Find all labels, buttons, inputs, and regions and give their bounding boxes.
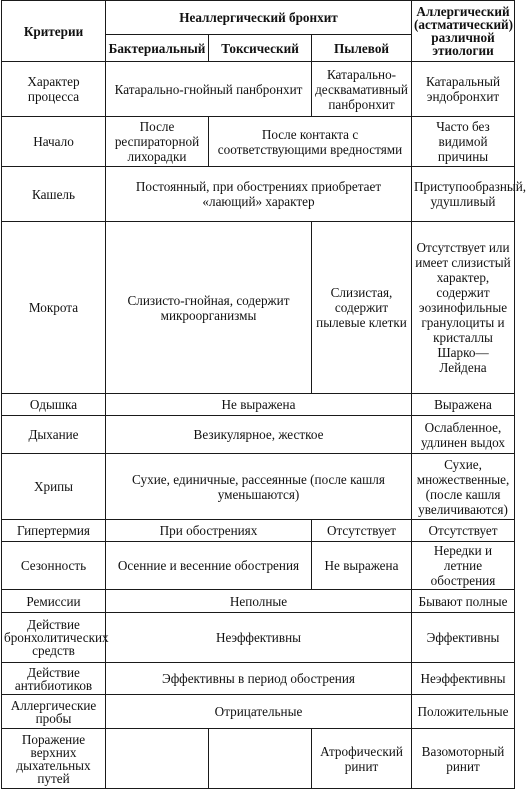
cell-allergic: Положительные [412, 695, 515, 729]
header-nonallergic: Неаллергический бронхит [106, 1, 412, 35]
row-label: Аллергические пробы [2, 695, 106, 729]
cell-bacterial-toxic: Слизисто-гнойная, содержит микроорганизмы [106, 222, 312, 394]
cell-allergic: Сухие, множественные, (после кашля увеличиваются) [412, 454, 515, 520]
cell-nonallergic: Сухие, единичные, рассеянные (после кашля уменьшаются) [106, 454, 412, 520]
row-label: Сезонность [2, 542, 106, 590]
cell-allergic: Неэффективны [412, 663, 515, 695]
table-row [2, 729, 515, 789]
cell-nonallergic: Неполные [106, 590, 412, 613]
table-row [2, 416, 515, 454]
cell-allergic: Часто без видимой причины [412, 117, 515, 167]
cell-nonallergic: Отрицательные [106, 695, 412, 729]
cell-bacterial-empty [106, 729, 209, 789]
table-row [2, 222, 515, 394]
cell-toxic-empty [209, 729, 312, 789]
cell-toxic-dust: После контакта с соответствующими вредностями [209, 117, 412, 167]
table-row [2, 167, 515, 222]
row-label: Мокрота [2, 222, 106, 394]
cell-allergic: Ослабленное, удлинен выдох [412, 416, 515, 454]
header-allergic: Аллергический (астматический) различной этиологии [412, 1, 515, 62]
table-row [2, 695, 515, 729]
table-row [2, 542, 515, 590]
cell-allergic: Выражена [412, 394, 515, 416]
table-row [2, 62, 515, 117]
row-label: Дыхание [2, 416, 106, 454]
table-row [2, 663, 515, 695]
row-label: Кашель [2, 167, 106, 222]
table-row [2, 590, 515, 613]
cell-nonallergic: Эффективны в период обострения [106, 663, 412, 695]
row-label: Хрипы [2, 454, 106, 520]
row-label: Начало [2, 117, 106, 167]
cell-allergic: Приступообразный, удушливый [412, 167, 515, 222]
cell-bacterial: После респираторной лихорадки [106, 117, 209, 167]
row-label: Действие бронхолитических средств [2, 613, 106, 663]
row-label: Действие антибиотиков [2, 663, 106, 695]
cell-allergic: Отсутствует [412, 520, 515, 542]
table-row [2, 454, 515, 520]
row-label: Поражение верхних дыхательных путей [2, 729, 106, 789]
row-label: Характер процесса [2, 62, 106, 117]
table-row [2, 394, 515, 416]
cell-allergic: Эффективны [412, 613, 515, 663]
cell-bacterial-toxic: При обострениях [106, 520, 312, 542]
table-row [2, 613, 515, 663]
cell-dust: Не выражена [312, 542, 412, 590]
cell-nonallergic: Не выражена [106, 394, 412, 416]
header-bacterial: Бактериальный [106, 35, 209, 62]
cell-allergic: Нередки и летние обострения [412, 542, 515, 590]
cell-dust: Отсутствует [312, 520, 412, 542]
row-label: Одышка [2, 394, 106, 416]
cell-bacterial-toxic: Осенние и весенние обострения [106, 542, 312, 590]
cell-nonallergic: Неэффективны [106, 613, 412, 663]
header-criteria: Критерии [2, 1, 106, 62]
cell-nonallergic: Постоянный, при обострениях приобретает «лающий» характер [106, 167, 412, 222]
cell-bacterial-toxic: Катарально-гнойный панбронхит [106, 62, 312, 117]
table-row [2, 520, 515, 542]
cell-dust: Слизистая, содержит пылевые клетки [312, 222, 412, 394]
row-label: Ремиссии [2, 590, 106, 613]
cell-allergic: Бывают полные [412, 590, 515, 613]
row-label: Гипертермия [2, 520, 106, 542]
comparison-table [1, 0, 526, 789]
cell-allergic: Вазомоторный ринит [412, 729, 515, 789]
cell-allergic: Отсутствует или имеет слизистый характер, содержит эозинофильные гранулоциты и кристаллы Шарко—Лейдена [412, 222, 515, 394]
table-row [2, 117, 515, 167]
cell-allergic: Катаральный эндобронхит [412, 62, 515, 117]
cell-dust: Атрофический ринит [312, 729, 412, 789]
cell-nonallergic: Везикулярное, жесткое [106, 416, 412, 454]
cell-dust: Катарально-десквамативный панбронхит [312, 62, 412, 117]
header-toxic: Токсический [209, 35, 312, 62]
header-dust: Пылевой [312, 35, 412, 62]
